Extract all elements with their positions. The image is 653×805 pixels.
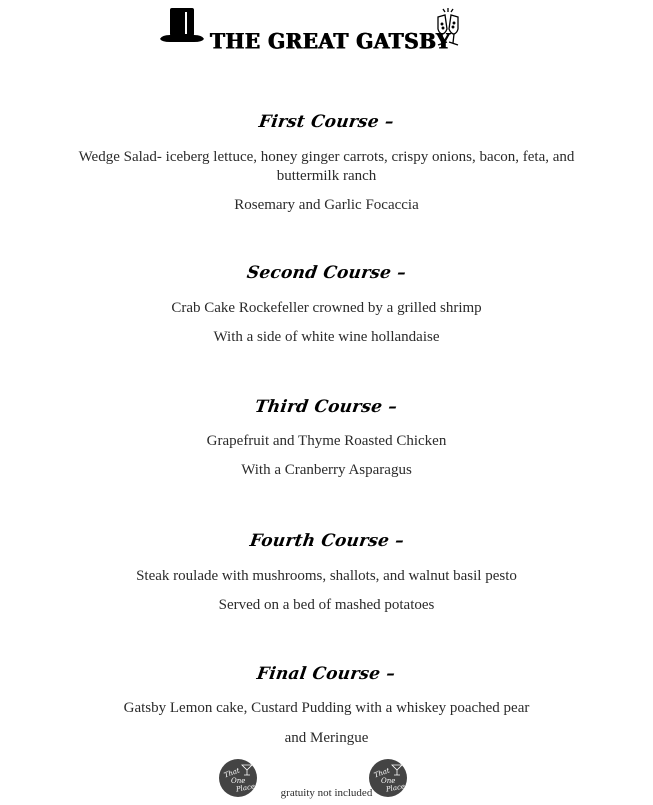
course-item: With a side of white wine hollandaise [213, 329, 440, 345]
course-item: buttermilk ranch [276, 168, 377, 184]
course-heading: Fourth Course – [248, 531, 405, 551]
cocktail-glass-icon [241, 763, 253, 777]
course-item: Gatsby Lemon cake, Custard Pudding with a whiskey poached pear [123, 700, 530, 716]
that-one-place-logo-right [369, 759, 407, 797]
course-second [0, 262, 653, 347]
logo-word: Place [385, 782, 406, 794]
course-heading: Second Course – [245, 263, 408, 283]
cocktail-glass-icon [391, 763, 403, 777]
top-hat-icon [158, 6, 206, 44]
course-item: and Meringue [284, 730, 369, 746]
logo-word: That [222, 766, 241, 780]
course-item: With a Cranberry Asparagus [241, 462, 412, 478]
logo-word: One [231, 777, 246, 785]
course-item: Wedge Salad- iceberg lettuce, honey ginger carrots, crispy onions, bacon, feta, and [78, 149, 575, 165]
course-heading: Final Course – [256, 664, 397, 684]
course-item: Served on a bed of mashed potatoes [218, 597, 435, 613]
course-heading: First Course – [257, 112, 396, 132]
menu-header [0, 0, 653, 60]
course-item: Grapefruit and Thyme Roasted Chicken [206, 433, 447, 449]
logo-word: One [381, 777, 396, 785]
course-first [0, 111, 653, 215]
course-heading: Third Course – [254, 397, 399, 417]
menu-title: THE GREAT GATSBY [210, 28, 451, 54]
champagne-toast-icon [428, 5, 468, 50]
course-item: Crab Cake Rockefeller crowned by a grilled shrimp [171, 300, 482, 316]
course-item: Steak roulade with mushrooms, shallots, and walnut basil pesto [136, 568, 517, 584]
logo-word: That [372, 766, 391, 780]
course-final [0, 663, 653, 748]
course-fourth [0, 530, 653, 615]
logo-word: Place [235, 782, 256, 794]
course-third [0, 396, 653, 480]
gratuity-note: gratuity not included [280, 787, 373, 799]
course-item: Rosemary and Garlic Focaccia [234, 197, 419, 213]
